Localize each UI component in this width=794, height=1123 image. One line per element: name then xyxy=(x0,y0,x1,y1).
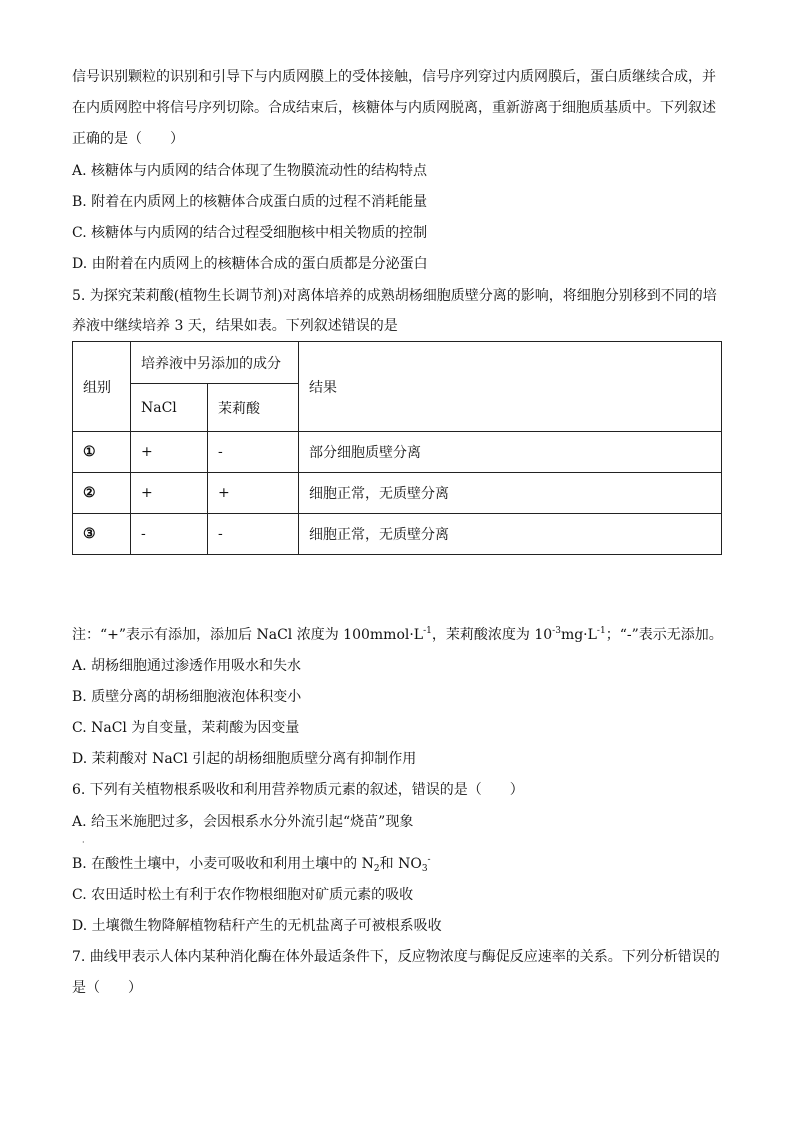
q4-option-d: D. 由附着在内质网上的核糖体合成的蛋白质都是分泌蛋白 xyxy=(72,256,428,272)
row-nacl: + xyxy=(131,473,208,514)
subscript-2: 2 xyxy=(373,864,380,874)
q6-stem: 6. 下列有关植物根系吸收和利用营养物质元素的叙述，错误的是（ ） xyxy=(72,782,524,798)
row-jasmonic-acid: - xyxy=(208,432,299,473)
q5-stem-line-1: 5. 为探究茉莉酸(植物生长调节剂)对离体培养的成熟胡杨细胞质壁分离的影响，将细胞分别移到不同的培 xyxy=(72,288,717,304)
q5-option-c: C. NaCl 为自变量，茉莉酸为因变量 xyxy=(72,720,300,736)
header-group: 组别 xyxy=(73,342,131,432)
row-jasmonic-acid: + xyxy=(208,473,299,514)
row-result: 细胞正常，无质壁分离 xyxy=(299,514,722,555)
row-result: 细胞正常，无质壁分离 xyxy=(299,473,722,514)
q4-option-a: A. 核糖体与内质网的结合体现了生物膜流动性的结构特点 xyxy=(72,163,428,179)
note-part-3: mg·L xyxy=(560,627,597,643)
superscript-minus: - xyxy=(427,855,431,865)
q7-stem-line-2: 是（ ） xyxy=(72,980,142,996)
header-result: 结果 xyxy=(299,342,722,432)
intro-line-2: 在内质网腔中将信号序列切除。合成结束后，核糖体与内质网脱离，重新游离于细胞质基质中。下列叙述 xyxy=(72,100,716,116)
q5-results-table xyxy=(72,341,722,555)
q4-option-c: C. 核糖体与内质网的结合过程受细胞核中相关物质的控制 xyxy=(72,225,428,241)
note-superscript-1: -1 xyxy=(423,626,432,636)
q5-option-b: B. 质壁分离的胡杨细胞液泡体积变小 xyxy=(72,689,302,705)
table-row xyxy=(73,514,722,555)
note-superscript-2: -3 xyxy=(552,626,561,636)
row-jasmonic-acid: - xyxy=(208,514,299,555)
stray-dot: · xyxy=(82,838,85,847)
q7-stem-line-1: 7. 曲线甲表示人体内某种消化酶在体外最适条件下，反应物浓度与酶促反应速率的关系。下列分析错误的 xyxy=(72,949,720,965)
q5-option-a: A. 胡杨细胞通过渗透作用吸水和失水 xyxy=(72,658,302,674)
intro-line-3: 正确的是（ ） xyxy=(72,131,184,147)
q5-table-note xyxy=(72,625,723,647)
q6-option-a: A. 给玉米施肥过多，会因根系水分外流引起“烧苗”现象 xyxy=(72,814,414,830)
note-part-1: 注：“+”表示有添加，添加后 NaCl 浓度为 100mmol·L xyxy=(72,627,424,643)
row-nacl: + xyxy=(131,432,208,473)
row-nacl: - xyxy=(131,514,208,555)
note-part-4: ；“-”表示无添加。 xyxy=(605,627,723,643)
table-row xyxy=(73,432,722,473)
header-added-components: 培养液中另添加的成分 xyxy=(131,342,299,384)
subscript-3: 3 xyxy=(421,864,428,874)
row-id: ② xyxy=(73,473,131,514)
q6-option-c: C. 农田适时松土有利于农作物根细胞对矿质元素的吸收 xyxy=(72,887,414,903)
table-row xyxy=(73,473,722,514)
note-superscript-3: -1 xyxy=(596,626,606,636)
q6-option-d: D. 土壤微生物降解植物秸秆产生的无机盐离子可被根系吸收 xyxy=(72,918,442,934)
header-jasmonic-acid: 茉莉酸 xyxy=(208,384,299,432)
q5-option-d: D. 茉莉酸对 NaCl 引起的胡杨细胞质壁分离有抑制作用 xyxy=(72,751,417,767)
q4-option-b: B. 附着在内质网上的核糖体合成蛋白质的过程不消耗能量 xyxy=(72,194,428,210)
header-nacl: NaCl xyxy=(131,384,208,432)
row-id: ① xyxy=(73,432,131,473)
q6-option-b-text: B. 在酸性土壤中，小麦可吸收和利用土壤中的 N xyxy=(72,856,374,872)
q5-stem-line-2: 养液中继续培养 3 天，结果如表。下列叙述错误的是 xyxy=(72,318,398,334)
q6-option-b-text-2: 和 NO xyxy=(379,856,422,872)
row-result: 部分细胞质壁分离 xyxy=(299,432,722,473)
q6-option-b xyxy=(72,854,431,876)
intro-line-1: 信号识别颗粒的识别和引导下与内质网膜上的受体接触，信号序列穿过内质网膜后，蛋白质继续合成，并 xyxy=(72,69,716,85)
row-id: ③ xyxy=(73,514,131,555)
note-part-2: ，茉莉酸浓度为 10 xyxy=(431,627,553,643)
